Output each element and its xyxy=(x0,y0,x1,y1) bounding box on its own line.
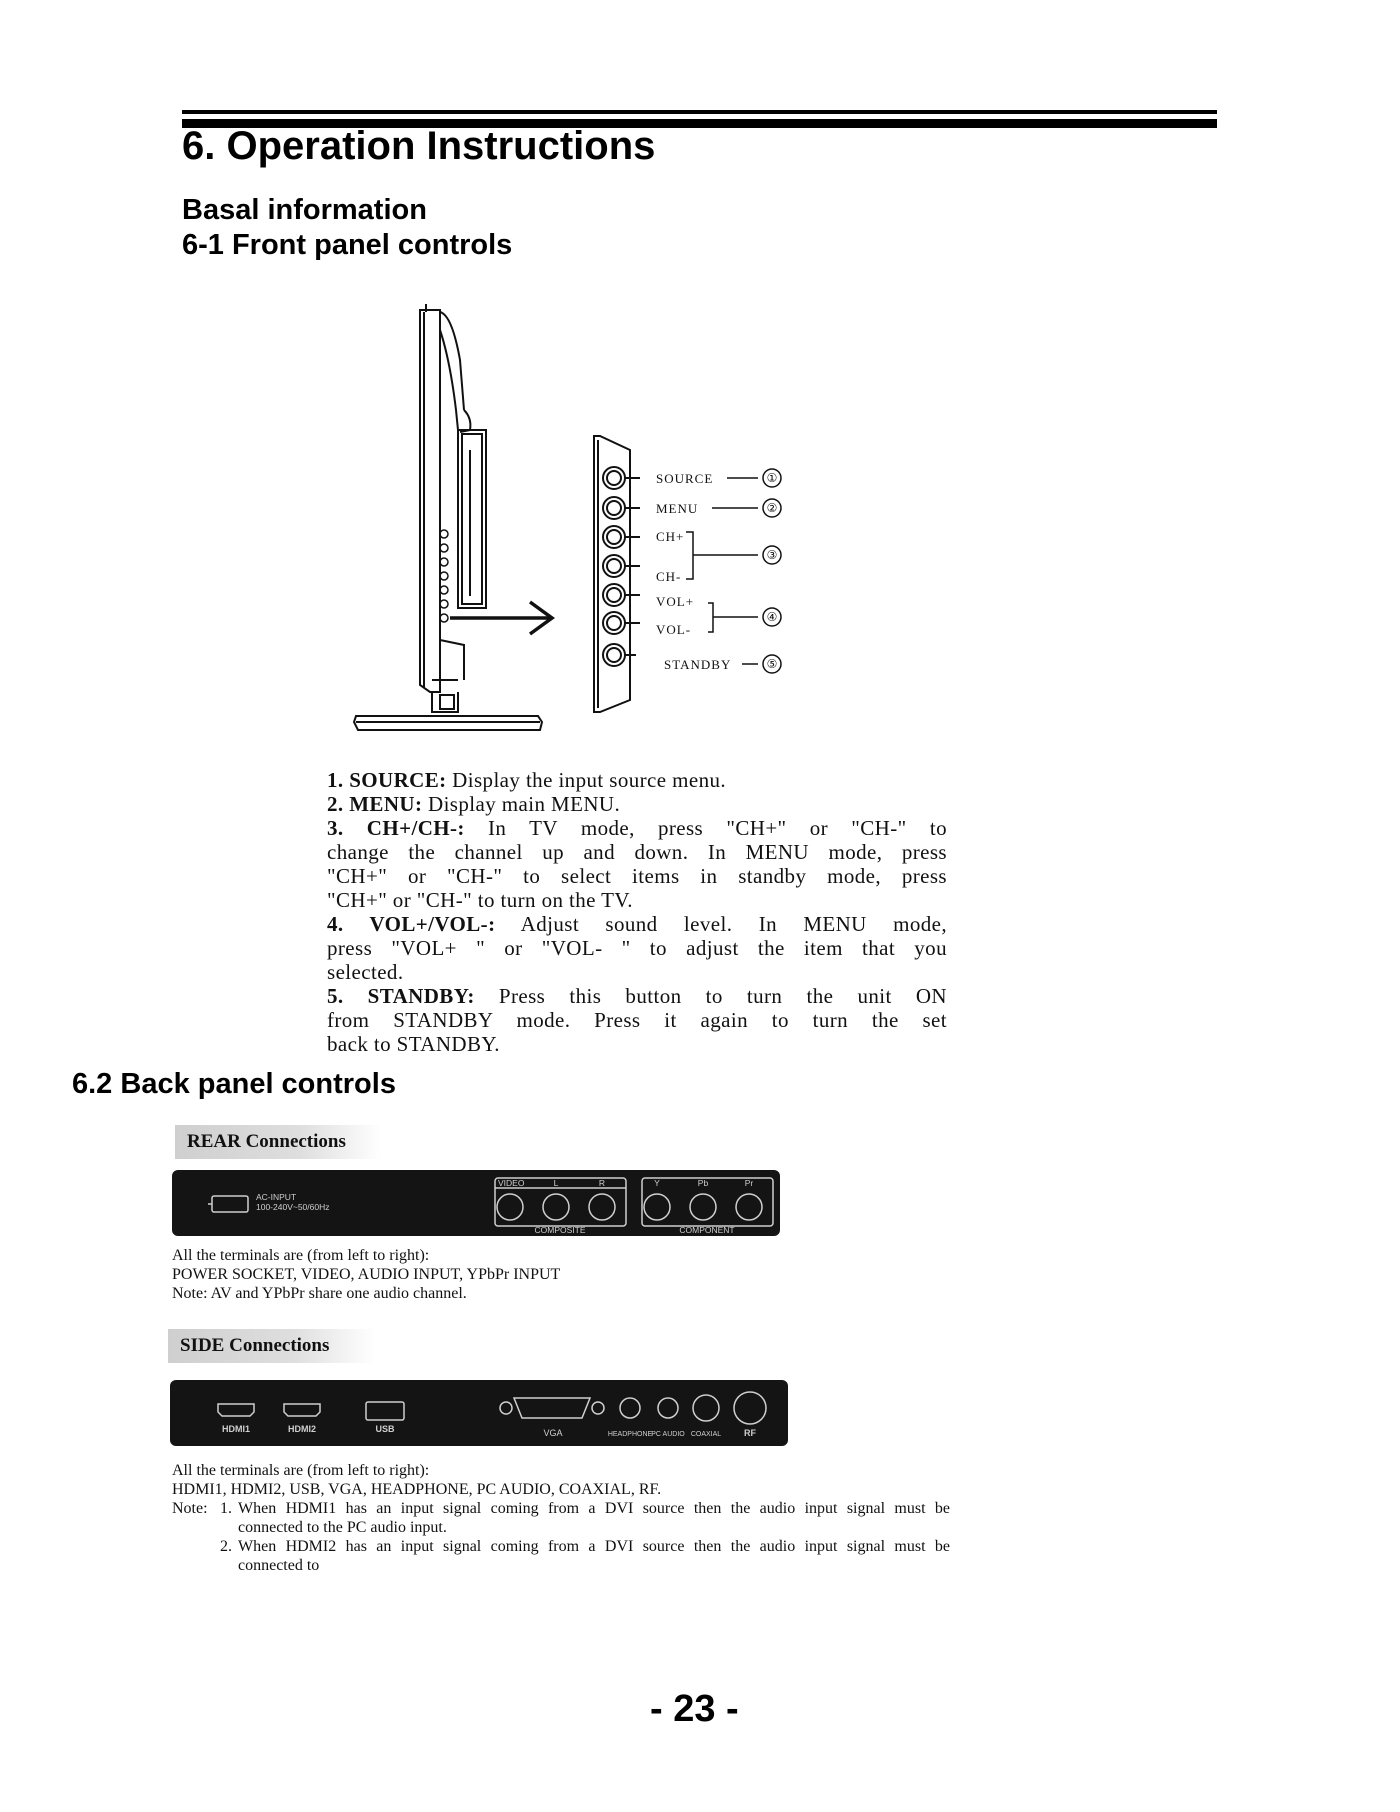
rear-c0-label: VIDEO xyxy=(498,1178,525,1188)
rear-pr-label: Pr xyxy=(744,1178,754,1188)
rear-comp-label: COMPOSITE xyxy=(534,1225,586,1235)
subtitle-front-panel: 6-1 Front panel controls xyxy=(182,229,513,261)
description-line: selected. xyxy=(327,960,404,984)
description-term: 1. SOURCE: xyxy=(327,768,447,792)
label-standby: STANDBY xyxy=(664,657,732,672)
audio-l-jack-icon xyxy=(543,1194,569,1220)
label-menu: MENU xyxy=(656,501,699,516)
side-panel-ports xyxy=(170,1380,788,1446)
rear-note-line: POWER SOCKET, VIDEO, AUDIO INPUT, YPbPr INPUT xyxy=(172,1266,561,1283)
description-line: 1. SOURCE: Display the input source menu. xyxy=(327,768,727,792)
usb-port-icon xyxy=(366,1402,404,1420)
side-coaxial-label: COAXIAL xyxy=(690,1431,722,1438)
description-line: back to STANDBY. xyxy=(327,1032,500,1056)
description-item xyxy=(327,792,947,816)
description-line: 5. STANDBY: Press this button to turn the unit ON xyxy=(327,984,947,1008)
video-jack-icon xyxy=(497,1194,523,1220)
note-item-line: connected to the PC audio input. xyxy=(238,1519,447,1536)
page-number: - 23 - xyxy=(650,1688,739,1730)
pb-jack-icon xyxy=(690,1194,716,1220)
label-source: SOURCE xyxy=(656,471,714,486)
arrow-icon xyxy=(450,602,552,634)
description-term: 4. VOL+/VOL-: xyxy=(327,912,496,936)
tv-side-profile xyxy=(354,304,542,730)
label-vol-minus: VOL- xyxy=(656,622,692,637)
callout-4: ④ xyxy=(766,610,778,624)
rear-ac2-label: 100-240V~50/60Hz xyxy=(256,1202,330,1212)
description-line: press "VOL+ " or "VOL- " to adjust the item that you xyxy=(327,936,947,960)
description-line: "CH+" or "CH-" to turn on the TV. xyxy=(327,888,633,912)
y-jack-icon xyxy=(644,1194,670,1220)
description-line: "CH+" or "CH-" to select items in standby mode, press xyxy=(327,864,947,888)
pc-audio-jack-icon xyxy=(658,1398,678,1418)
pr-jack-icon xyxy=(736,1194,762,1220)
rear-connections-tag: REAR Connections xyxy=(175,1125,382,1159)
callout-5: ⑤ xyxy=(766,657,778,671)
side-panel xyxy=(170,1380,788,1446)
description-term: 3. CH+/CH-: xyxy=(327,816,465,840)
description-line: from STANDBY mode. Press it again to turn the set xyxy=(327,1008,947,1032)
description-line: 3. CH+/CH-: In TV mode, press "CH+" or "CH-" to xyxy=(327,816,947,840)
note-item-num: 1. xyxy=(220,1500,232,1517)
control-buttons xyxy=(603,467,640,666)
side-hdmi2-label: HDMI2 xyxy=(287,1424,317,1434)
subtitle-basal: Basal information xyxy=(182,194,427,226)
header-rule-thin xyxy=(182,110,1217,114)
rear-panel-ports xyxy=(172,1170,780,1236)
side-pcaudio-label: PC AUDIO xyxy=(651,1431,685,1438)
hdmi2-port-icon xyxy=(284,1404,320,1416)
ac-socket-icon xyxy=(212,1196,248,1212)
note-item-line: connected to xyxy=(238,1557,320,1574)
rf-jack-icon xyxy=(734,1392,766,1424)
note-item-num: 2. xyxy=(220,1538,232,1555)
side-usb-label: USB xyxy=(375,1424,395,1434)
description-item xyxy=(327,816,947,912)
rear-notes xyxy=(172,1246,560,1303)
rear-ac1-label: AC-INPUT xyxy=(256,1192,297,1202)
description-item xyxy=(327,984,947,1056)
callout-3: ③ xyxy=(766,548,778,562)
description-line: 4. VOL+/VOL-: Adjust sound level. In MENU mode, xyxy=(327,912,947,936)
section-title: 6. Operation Instructions xyxy=(182,124,656,168)
rear-note-line: All the terminals are (from left to right): xyxy=(172,1247,430,1264)
rear-y-label: Y xyxy=(654,1178,660,1188)
audio-r-jack-icon xyxy=(589,1194,615,1220)
side-vga-label: VGA xyxy=(543,1428,563,1438)
note-item-line: When HDMI1 has an input signal coming from a DVI source then the audio input signal must be xyxy=(238,1500,950,1517)
headphone-jack-icon xyxy=(620,1398,640,1418)
callout-1: ① xyxy=(766,471,778,485)
side-headphone-label: HEADPHONE xyxy=(607,1431,653,1438)
rear-compo-label: COMPONENT xyxy=(679,1225,735,1235)
side-rf-label: RF xyxy=(744,1428,756,1438)
rear-c1-label: L xyxy=(553,1178,559,1188)
description-line: 2. MENU: Display main MENU. xyxy=(327,792,621,816)
side-notes xyxy=(172,1461,950,1575)
side-note-list xyxy=(172,1499,950,1575)
description-line: change the channel up and down. In MENU mode, press xyxy=(327,840,947,864)
rear-c2-label: R xyxy=(598,1178,606,1188)
front-panel-diagram xyxy=(340,300,820,740)
side-connections-tag: SIDE Connections xyxy=(168,1329,375,1363)
hdmi1-port-icon xyxy=(218,1404,254,1416)
front-panel-descriptions xyxy=(327,768,947,1056)
subtitle-back-panel: 6.2 Back panel controls xyxy=(72,1068,396,1100)
note-item-line: When HDMI2 has an input signal coming from a DVI source then the audio input signal must be xyxy=(238,1538,950,1555)
label-ch-plus: CH+ xyxy=(656,529,685,544)
description-term: 2. MENU: xyxy=(327,792,423,816)
side-note-line: HDMI1, HDMI2, USB, VGA, HEADPHONE, PC AUDIO, COAXIAL, RF. xyxy=(172,1481,662,1498)
side-hdmi1-label: HDMI1 xyxy=(221,1424,251,1434)
side-note-line: All the terminals are (from left to right): xyxy=(172,1462,430,1479)
description-term: 5. STANDBY: xyxy=(327,984,475,1008)
note-prefix: Note: xyxy=(172,1500,208,1517)
vga-port-icon xyxy=(514,1398,590,1418)
coaxial-jack-icon xyxy=(693,1395,719,1421)
rear-pb-label: Pb xyxy=(697,1178,709,1188)
rear-note-line: Note: AV and YPbPr share one audio channel. xyxy=(172,1285,467,1302)
callout-2: ② xyxy=(766,501,778,515)
rear-panel xyxy=(172,1170,780,1236)
description-item xyxy=(327,912,947,984)
description-item xyxy=(327,768,947,792)
label-ch-minus: CH- xyxy=(656,569,682,584)
label-vol-plus: VOL+ xyxy=(656,594,695,609)
